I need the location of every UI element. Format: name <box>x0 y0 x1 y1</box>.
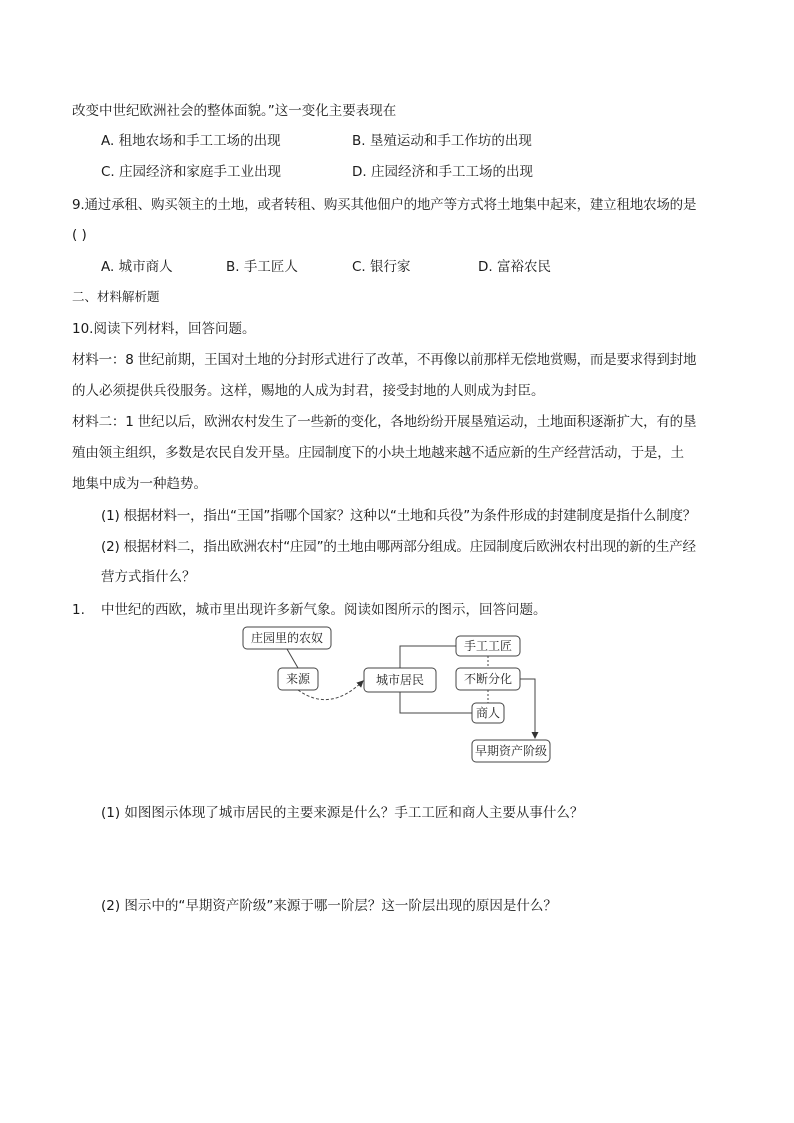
q11-subquestion-1: (1) 如图图示体现了城市居民的主要来源是什么？手工工匠和商人主要从事什么？ <box>101 805 584 821</box>
q11-stem: 中世纪的西欧，城市里出现许多新气象。阅读如图所示的图示，回答问题。 <box>101 602 547 618</box>
q10-subquestion-1: (1) 根据材料一，指出“王国”指哪个国家？这种以“土地和兵役”为条件形成的封建制度是指什么制度？ <box>101 508 697 524</box>
bourgeoisie-label: 早期资产阶级 <box>474 744 548 758</box>
q11-subquestion-2: (2) 图示中的“早期资产阶级”来源于哪一阶层？这一阶层出现的原因是什么？ <box>101 898 557 914</box>
section-title: 二、材料解析题 <box>72 289 160 304</box>
q8-option-b[interactable]: B. 垦殖运动和手工作坊的出现 <box>352 133 532 149</box>
q10-subquestion-2-line2: 营方式指什么？ <box>101 569 196 585</box>
q9-option-d[interactable]: D. 富裕农民 <box>478 259 551 275</box>
q8-stem-continuation: 改变中世纪欧洲社会的整体面貌。”这一变化主要表现在 <box>72 103 397 119</box>
city-residents-diagram <box>240 625 552 765</box>
q8-option-d[interactable]: D. 庄园经济和手工工场的出现 <box>352 164 533 180</box>
q9-option-c[interactable]: C. 银行家 <box>352 259 411 275</box>
q9-answer-paren: ( ) <box>72 227 87 243</box>
q10-material1-line1: 材料一：8 世纪前期，王国对土地的分封形式进行了改革，不再像以前那样无偿地赏赐，而是要求得到封地 <box>72 352 697 368</box>
q10-material2-line2: 殖由领主组织，多数是农民自发开垦。庄园制度下的小块土地越来越不适应新的生产经营活动，于是，土 <box>72 445 684 461</box>
q11-number: 1. <box>72 602 85 618</box>
q9-option-a[interactable]: A. 城市商人 <box>101 259 173 275</box>
residents-label: 城市居民 <box>375 673 425 687</box>
q10-intro: 10.阅读下列材料，回答问题。 <box>72 321 256 337</box>
q8-option-c[interactable]: C. 庄园经济和家庭手工业出现 <box>101 164 282 180</box>
serf-label: 庄园里的农奴 <box>250 631 324 645</box>
q9-option-b[interactable]: B. 手工匠人 <box>226 259 298 275</box>
q10-subquestion-2-line1: (2) 根据材料二，指出欧洲农村“庄园”的土地由哪两部分组成。庄园制度后欧洲农村出现的新的生产经 <box>101 539 696 555</box>
q10-material2-line3: 地集中成为一种趋势。 <box>72 476 207 492</box>
artisan-label: 手工工匠 <box>463 639 513 653</box>
q8-option-a[interactable]: A. 租地农场和手工工场的出现 <box>101 133 281 149</box>
q10-material1-line2: 的人必须提供兵役服务。这样，赐地的人成为封君，接受封地的人则成为封臣。 <box>72 383 545 399</box>
q9-stem: 9.通过承租、购买领主的土地，或者转租、购买其他佃户的地产等方式将土地集中起来，建立租地农场的是 <box>72 197 697 213</box>
divide-label: 不断分化 <box>463 672 513 686</box>
q10-material2-line1: 材料二：1 世纪以后，欧洲农村发生了一些新的变化，各地纷纷开展垦殖运动，土地面积逐渐扩大，有的垦 <box>72 414 697 430</box>
merchant-label: 商人 <box>475 706 501 720</box>
source-label: 来源 <box>285 672 311 686</box>
